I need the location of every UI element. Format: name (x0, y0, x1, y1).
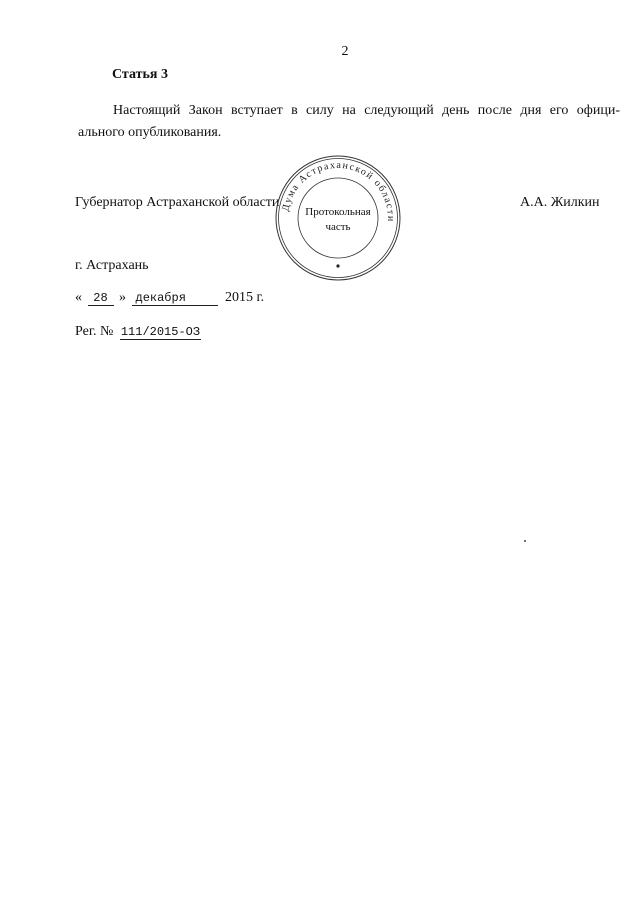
article-heading: Статья 3 (112, 67, 168, 82)
seal-center-line-1: Протокольная (305, 206, 371, 218)
date-year: 2015 г. (225, 290, 265, 305)
seal-star-mark (336, 264, 339, 267)
date-month: декабря (132, 291, 218, 306)
city: г. Астрахань (75, 258, 149, 273)
date-close-quote: » (119, 290, 126, 305)
date-open-quote: « (75, 290, 82, 305)
scan-speck (524, 540, 526, 542)
registration-number (75, 324, 201, 340)
registration-label: Рег. № (75, 324, 114, 339)
page-number: 2 (341, 44, 349, 59)
article-text-line-1: Настоящий Закон вступает в силу на следующий день после дня его офици- (113, 103, 620, 118)
signer-name: А.А. Жилкин (520, 195, 600, 210)
seal-center-line-2: часть (325, 221, 351, 233)
official-seal (273, 153, 403, 283)
seal-ring-text: Дума Астраханской области (280, 159, 397, 223)
date-day: 28 (88, 291, 114, 306)
article-paragraph (78, 100, 620, 144)
registration-value: 111/2015-ОЗ (120, 325, 201, 339)
signing-date (75, 290, 264, 306)
article-text-line-2: ального опубликования. (78, 125, 222, 140)
signer-title: Губернатор Астраханской области (75, 195, 280, 210)
